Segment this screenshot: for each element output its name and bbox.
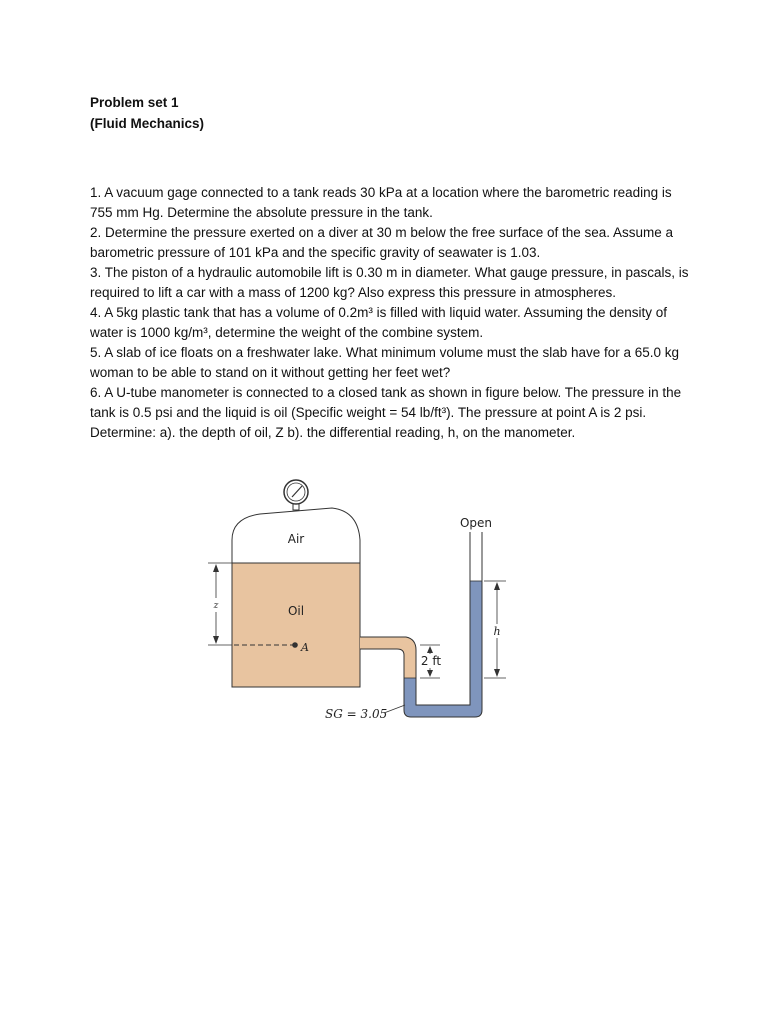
h-arrow-down: [494, 669, 500, 677]
two-ft-arrow-up: [427, 646, 433, 653]
problem-5: 5. A slab of ice floats on a freshwater lake. What minimum volume must the slab have for a 65.0 kg woman to be able to stand on it without getting her feet wet?: [90, 345, 680, 380]
tank-oil-region: [232, 563, 360, 687]
problem-1: 1. A vacuum gage connected to a tank reads 30 kPa at a location where the barometric reading is 755 mm Hg. Determine the absolute pressure in the tank.: [90, 185, 672, 220]
h-arrow-up: [494, 582, 500, 590]
problem-4: 4. A 5kg plastic tank that has a volume of 0.2m³ is filled with liquid water. Assuming the density of water is 1000 kg/m³, determine the weight of the combine system.: [90, 305, 668, 340]
u-tube-outline-outer: [360, 532, 482, 717]
two-ft-label: 2 ft: [420, 654, 442, 668]
air-label: Air: [287, 532, 305, 546]
title-line-2: (Fluid Mechanics): [90, 116, 205, 131]
problem-6: 6. A U-tube manometer is connected to a closed tank as shown in figure below. The pressure in the tank is 0.5 psi and the liquid is oil (Specific weight = 54 lb/ft³). The pressure at point A is 2 psi. Determine: a). the depth of oil, Z b). the differential reading, h, on the manometer.: [90, 385, 682, 440]
oil-label: Oil: [287, 604, 305, 618]
sg-label: SG = 3.05: [325, 707, 388, 721]
z-arrow-down: [213, 636, 219, 644]
connecting-tube: [360, 637, 416, 678]
z-arrow-up: [213, 564, 219, 572]
problem-3: 3. The piston of a hydraulic automobile lift is 0.30 m in diameter. What gauge pressure, in pascals, is required to lift a car with a mass of 1200 kg? Also express this pressure in atmospheres.: [90, 265, 689, 300]
two-ft-arrow-down: [427, 670, 433, 677]
title-line-1: Problem set 1: [90, 95, 179, 110]
h-label: h: [493, 625, 501, 638]
open-label: Open: [459, 516, 493, 530]
point-a-marker: [292, 642, 298, 648]
point-a-label: A: [301, 641, 309, 654]
problem-2: 2. Determine the pressure exerted on a diver at 30 m below the free surface of the sea. Assume a barometric pressure of 101 kPa and the specific gravity of seawater is 1.03.: [90, 225, 674, 260]
gauge-stem: [293, 504, 299, 510]
z-label: z: [213, 601, 219, 611]
